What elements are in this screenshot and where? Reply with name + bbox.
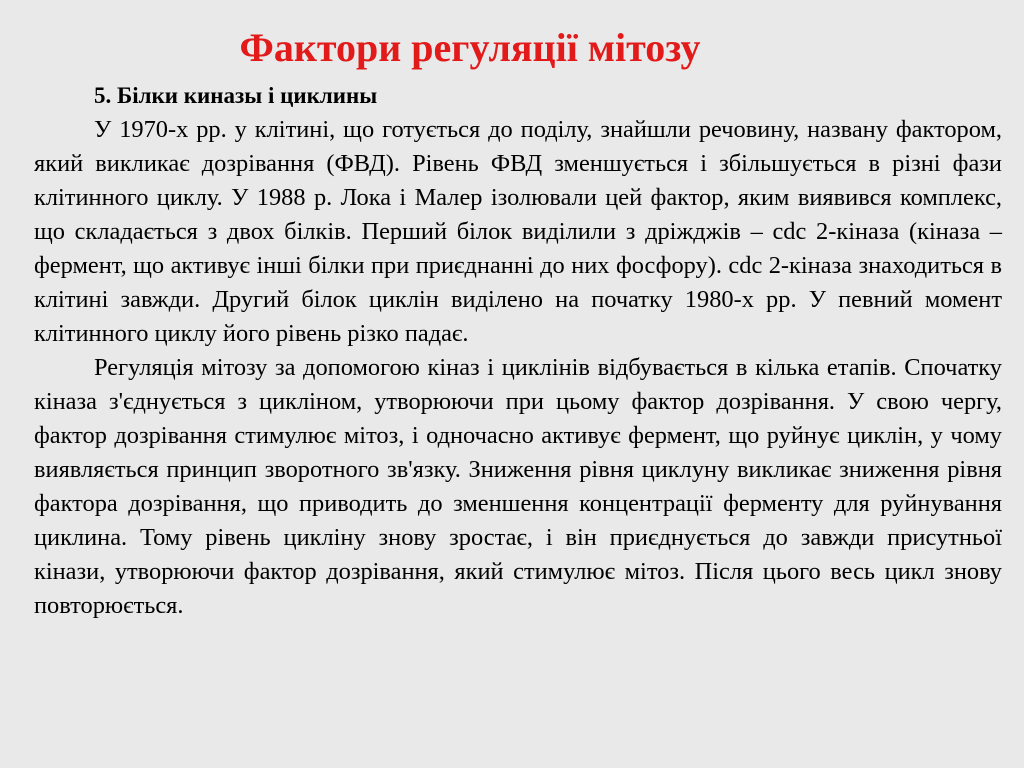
- paragraph-1: У 1970-х рр. у клітині, що готується до поділу, знайшли речовину, названу фактором, який викликає дозрівання (ФВД). Рівень ФВД зменшується і збільшується в різні фази клітинного циклу. У 1988 р. Лока і Малер ізолювали цей фактор, яким виявився комплекс, що складається з двох білків. Перший білок виділили з дріжджів – cdc 2-кіназа (кіназа – фермент, що активує інші білки при приєднанні до них фосфору). cdc 2-кіназа знаходиться в клітині завжди. Другий білок циклін виділено на початку 1980-х рр. У певний момент клітинного циклу його рівень різко падає.: [34, 116, 1002, 347]
- paragraph-2: Регуляція мітозу за допомогою кіназ і циклінів відбувається в кілька етапів. Спочатку кіназа з'єднується з цикліном, утворюючи при цьому фактор дозрівання. У свою чергу, фактор дозрівання стимулює мітоз, і одночасно активує фермент, що руйнує циклін, у чому виявляється принцип зворотного зв'язку. Зниження рівня циклуну викликає зниження рівня фактора дозрівання, що приводить до зменшення концентрації ферменту для руйнування циклина. Тому рівень цикліну знову зростає, і він приєднується до завжди присутньої кінази, утворюючи фактор дозрівання, який стимулює мітоз. Після цього весь цикл знову повторюється.: [34, 354, 1002, 619]
- section-heading: 5. Білки киназы і циклины: [94, 83, 378, 108]
- slide-body: [34, 79, 1002, 623]
- slide-title: Фактори регуляції мітозу: [239, 25, 701, 70]
